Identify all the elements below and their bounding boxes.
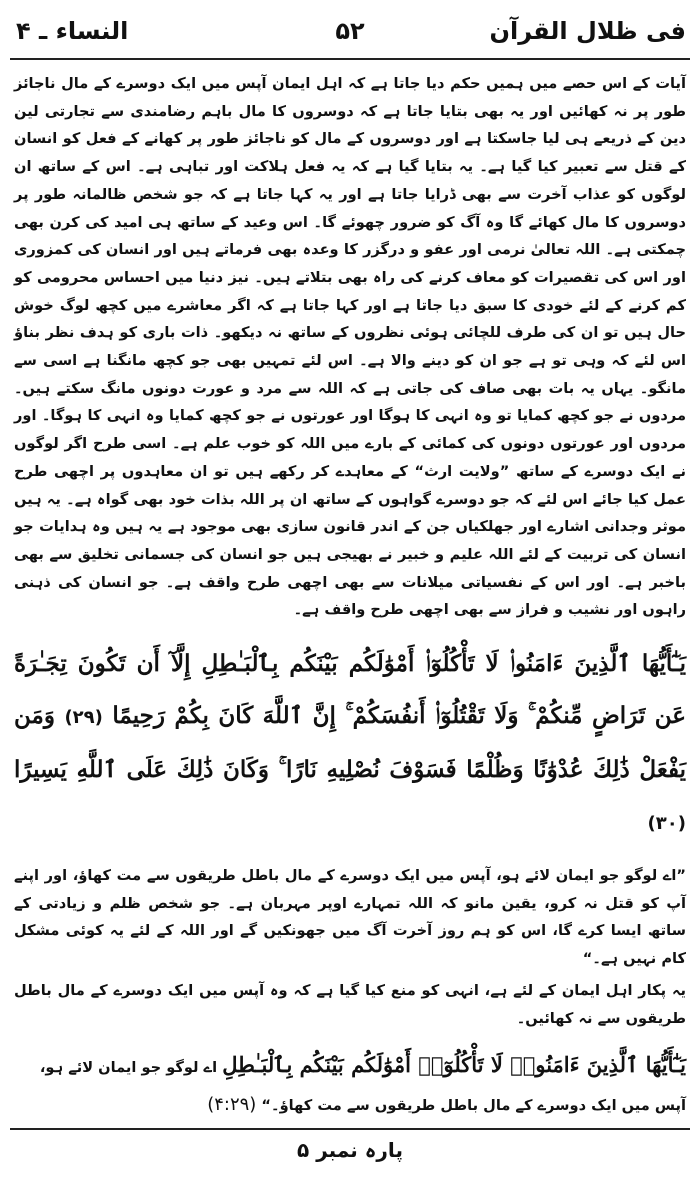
page-number: ۵۲ xyxy=(335,17,365,45)
header-rule xyxy=(10,58,690,60)
verse-29-number: (۲۹) xyxy=(64,707,103,729)
verse-30-text: وَمَن يَفْعَلْ ذَٰلِكَ عُدْوَٰنًا وَظُلْمًا فَسَوْفَ نُصْلِيهِ نَارًا ۚ وَكَانَ ذَٰلِكَ عَلَى ٱللَّهِ يَسِيرًا xyxy=(14,702,686,784)
book-title: فی ظلال القرآن xyxy=(489,17,686,45)
intro-paragraph: آیات کے اس حصے میں ہمیں حکم دیا جاتا ہے کہ اہل ایمان آپس میں ایک دوسرے کے مال ناجائز طور پر نہ کھائیں اور یہ بھی بتایا جاتا ہے کہ دوسروں کا مال باہم رضامندی سے تجارتی لین دین کے ذریعے ہی لیا جاسکتا ہے اور دوسروں کے مال کو ناجائز طور پر کھانے کے فعل کو انسان کے قتل سے تعبیر کیا گیا ہے۔ یہ بتایا گیا ہے کہ یہ فعل ہلاکت اور تباہی ہے۔ اس کے ساتھ ان لوگوں کو عذاب آخرت سے بھی ڈرایا جاتا ہے اور یہ کہا جاتا ہے کہ جو شخص ظالمانہ طور پر دوسروں کا مال کھائے گا وہ آگ کو ضرور چھوئے گا۔ اس وعید کے ساتھ ہی امید کی کرن بھی چمکتی ہے۔ اللہ تعالیٰ نرمی اور عفو و درگزر کا وعدہ بھی فرماتے ہیں اور انسان کی کمزوری اور اس کی تقصیرات کو معاف کرنے کی راہ بھی بتلاتے ہیں۔ نیز دنیا میں احساس محرومی کو کم کرنے کے لئے خودی کا سبق دیا جاتا ہے اور کہا جاتا ہے کہ اگر معاشرے میں کچھ لوگ خوش حال ہیں تو ان کی طرف للچائی ہوئی نظروں کے ساتھ نہ دیکھو۔ ذات باری کو ہدف نظر بناؤ اس لئے کہ وہی تو ہے جو ان کو دینے والا ہے۔ اس لئے تمہیں بھی جو کچھ مانگنا ہے اسی سے مانگو۔ یہاں یہ بات بھی صاف کی جاتی ہے کہ اللہ سے مرد و عورت دونوں مانگ سکتے ہیں۔ مردوں نے جو کچھ کمایا تو وہ انہی کا ہوگا اور عورتوں نے جو کچھ کمایا وہ انہی کا ہوگا۔ اور مردوں اور عورتوں دونوں کی کمائی کے بارے میں اللہ کو خوب علم ہے۔ اسی طرح اگر لوگوں نے ایک دوسرے کے ساتھ ”ولایت ارث“ کے معاہدے کر رکھے ہیں تو ان معاہدوں پر اچھی طرح عمل کیا جائے اس لئے کہ جو دوسرے گواہوں کے ساتھ ان پر اللہ بذات خود بھی گواہ ہے۔ یہ ہیں موثر وجدانی اشارے اور جھلکیاں جن کے اندر قانون سازی بھی موجود ہے یہ ہیں وہ ہدایات جو انسان کی تربیت کے لئے اللہ علیم و خبیر نے بھیجی ہیں جو انسان کی جسمانی تخلیق سے بھی باخبر ہے۔ اور اس کے نفسیاتی میلانات سے بھی اچھی طرح واقف ہے۔ جو انسان کی ذہنی راہوں اور نشیب و فراز سے بھی اچھی طرح واقف ہے۔ xyxy=(14,75,686,619)
inline-verse-ref: (۴:۲۹) xyxy=(207,1094,257,1116)
verse-29-text: يَـٰٓأَيُّهَا ٱلَّذِينَ ءَامَنُوا۟ لَا تَأْكُلُوٓا۟ أَمْوَٰلَكُم بَيْنَكُم بِٱلْبَـٰطِلِ إِلَّآ أَن تَكُونَ تِجَـٰرَةً عَن تَرَاضٍ مِّنكُمْ ۚ وَلَا تَقْتُلُوٓا۟ أَنفُسَكُمْ ۚ إِنَّ ٱللَّهَ كَانَ بِكُمْ رَحِيمًا xyxy=(14,650,686,730)
surah-label: النساء ـ ۴ xyxy=(16,17,129,45)
verse-30-number: (۳۰) xyxy=(647,813,686,835)
inline-translation: اے لوگو جو ایمان لائے ہو، آپس میں ایک دوسرے کے مال باطل طریقوں سے مت کھاؤ۔“ xyxy=(39,1059,686,1115)
page-header xyxy=(10,10,690,54)
inline-verse-row xyxy=(14,1046,686,1125)
main-content xyxy=(14,70,686,1166)
explanation-paragraph: یہ پکار اہل ایمان کے لئے ہے، انہی کو منع کیا گیا ہے کہ وہ آپس میں ایک دوسرے کے مال باطل طریقوں سے نہ کھائیں۔ xyxy=(14,981,686,1027)
verse-translation: ”اے لوگو جو ایمان لائے ہو، آپس میں ایک دوسرے کے مال باطل طریقوں سے مت کھاؤ، اور اپنے آپ کو قتل نہ کرو، یقین مانو کہ اللہ تمہارے اوپر مہربان ہے۔ جو شخص ظلم و زیادتی کے ساتھ ایسا کرے گا، اس کو ہم روز آخرت آگ میں جھونکیں گے اور اللہ کے لئے یہ کوئی مشکل کام نہیں ہے۔“ xyxy=(14,867,686,968)
quran-verse-block xyxy=(14,638,686,850)
inline-verse: يَـٰٓأَيُّهَا ٱلَّذِينَ ءَامَنُوا۟ لَا تَأْكُلُوٓا۟ أَمْوَٰلَكُم بَيْنَكُم بِٱلْبَـٰطِلِ xyxy=(222,1052,686,1078)
para-footer: پارہ نمبر ۵ xyxy=(297,1138,403,1162)
footer-rule xyxy=(10,1128,690,1130)
